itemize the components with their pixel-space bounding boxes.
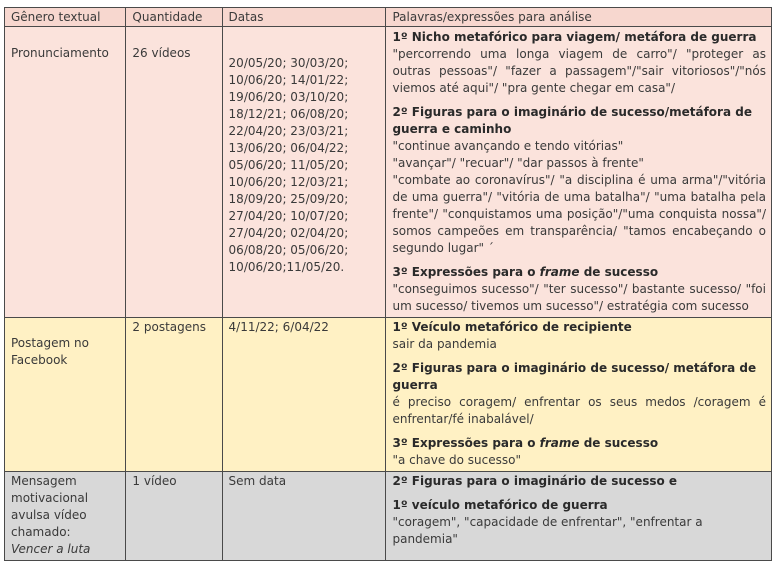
table-row: [5, 318, 772, 472]
words-cell: [386, 472, 772, 561]
date-line: 18/09/20; 25/09/20;: [228, 192, 349, 206]
section-3: [392, 264, 766, 315]
date-line: 13/06/20; 06/04/22;: [228, 141, 349, 155]
dates-cell: [222, 27, 386, 318]
date-line: 10/06/20; 12/03/21;: [228, 175, 349, 189]
quantity-cell: [126, 318, 222, 472]
title-part: de sucesso: [579, 436, 659, 450]
date-line: 05/06/20; 11/05/20;: [228, 158, 349, 172]
section-text: "combate ao coronavírus"/ "a disciplina é uma arma"/"vitória de uma guerra"/ "vitória de uma batalha"/ "uma batalha pela frente"/ "conquistamos uma posição"/"uma conquista nossa"/ somos campeões em transparência/ "tamos encabeçando o segundo lugar" ´: [392, 173, 766, 255]
genre-cell: [5, 472, 126, 561]
title-part: de sucesso: [579, 265, 659, 279]
genre-text: Mensagem motivacional avulsa vídeo chamado:: [11, 474, 89, 539]
title-part: 3º Expressões para o: [392, 436, 540, 450]
section-1: [392, 319, 766, 353]
section-text: "a chave do sucesso": [392, 453, 521, 467]
date-line: 20/05/20; 30/03/20;: [228, 56, 349, 70]
date-line: 06/08/20; 05/06/20;: [228, 243, 349, 257]
section-title: 1º Veículo metafórico de recipiente: [392, 320, 632, 334]
dates-text: Sem data: [228, 474, 287, 488]
date-line: 27/04/20; 10/07/20;: [228, 209, 349, 223]
analysis-table: [4, 7, 772, 561]
quantity-text: 2 postagens: [132, 320, 206, 334]
section-text: "conseguimos sucesso"/ "ter sucesso"/ bastante sucesso/ "foi um sucesso/ tivemos um sucesso"/ estratégia com sucesso: [392, 282, 766, 313]
date-line: 18/12/21; 06/08/20;: [228, 107, 349, 121]
section-title: [392, 435, 766, 452]
genre-italic-text: Vencer a luta: [11, 542, 91, 556]
section-line: "avançar"/ "recuar"/ "dar passos à frente": [392, 156, 644, 170]
quantity-text: 26 vídeos: [132, 46, 191, 60]
section-text: é preciso coragem/ enfrentar os seus medos /coragem é enfrentar/fé inabalável/: [392, 395, 766, 426]
date-line: 10/06/20; 14/01/22;: [228, 73, 349, 87]
section-text: sair da pandemia: [392, 337, 497, 351]
title-part: 3º Expressões para o: [392, 265, 540, 279]
title-italic: frame: [539, 436, 580, 450]
section-2: [392, 104, 766, 257]
quantity-cell: [126, 472, 222, 561]
header-genre: Gênero textual: [5, 8, 126, 27]
title-italic: frame: [539, 265, 580, 279]
section-2: [392, 497, 766, 548]
header-words: Palavras/expressões para análise: [386, 8, 772, 27]
table-row: [5, 472, 772, 561]
section-text: "coragem", "capacidade de enfrentar", "enfrentar a pandemia": [392, 515, 703, 546]
dates-text: 4/11/22; 6/04/22: [228, 320, 329, 334]
section-text: "percorrendo uma longa viagem de carro"/ "proteger as outras pessoas"/ "fazer a passagem"/"sair vitoriosos"/"nós viemos até aqui"/ "pra gente chegar em casa"/: [392, 47, 766, 95]
table-row: [5, 27, 772, 318]
header-dates: Datas: [222, 8, 386, 27]
section-title: 2º Figuras para o imaginário de sucesso e: [392, 474, 678, 488]
words-cell: [386, 27, 772, 318]
genre-text: Pronunciamento: [11, 46, 109, 60]
section-title: 2º Figuras para o imaginário de sucesso/metáfora de guerra e caminho: [392, 105, 752, 136]
genre-text: Postagem no Facebook: [11, 336, 89, 367]
genre-cell: [5, 27, 126, 318]
date-line: 22/04/20; 23/03/21;: [228, 124, 349, 138]
section-title: 1º Nicho metafórico para viagem/ metáfora de guerra: [392, 30, 757, 44]
section-line: "continue avançando e tendo vitórias": [392, 139, 624, 153]
date-line: 27/04/20; 02/04/20;: [228, 226, 349, 240]
section-3: [392, 435, 766, 469]
section-title: [392, 264, 766, 281]
section-1: [392, 473, 766, 490]
quantity-text: 1 vídeo: [132, 474, 177, 488]
section-1: [392, 29, 766, 97]
dates-cell: [222, 318, 386, 472]
genre-cell: [5, 318, 126, 472]
date-line: 19/06/20; 03/10/20;: [228, 90, 349, 104]
section-title: 1º veículo metafórico de guerra: [392, 498, 608, 512]
header-quantity: Quantidade: [126, 8, 222, 27]
section-2: [392, 360, 766, 428]
dates-cell: [222, 472, 386, 561]
header-row: [5, 8, 772, 27]
date-line: 10/06/20;11/05/20.: [228, 260, 345, 274]
quantity-cell: [126, 27, 222, 318]
section-title: 2º Figuras para o imaginário de sucesso/ metáfora de guerra: [392, 361, 757, 392]
words-cell: [386, 318, 772, 472]
